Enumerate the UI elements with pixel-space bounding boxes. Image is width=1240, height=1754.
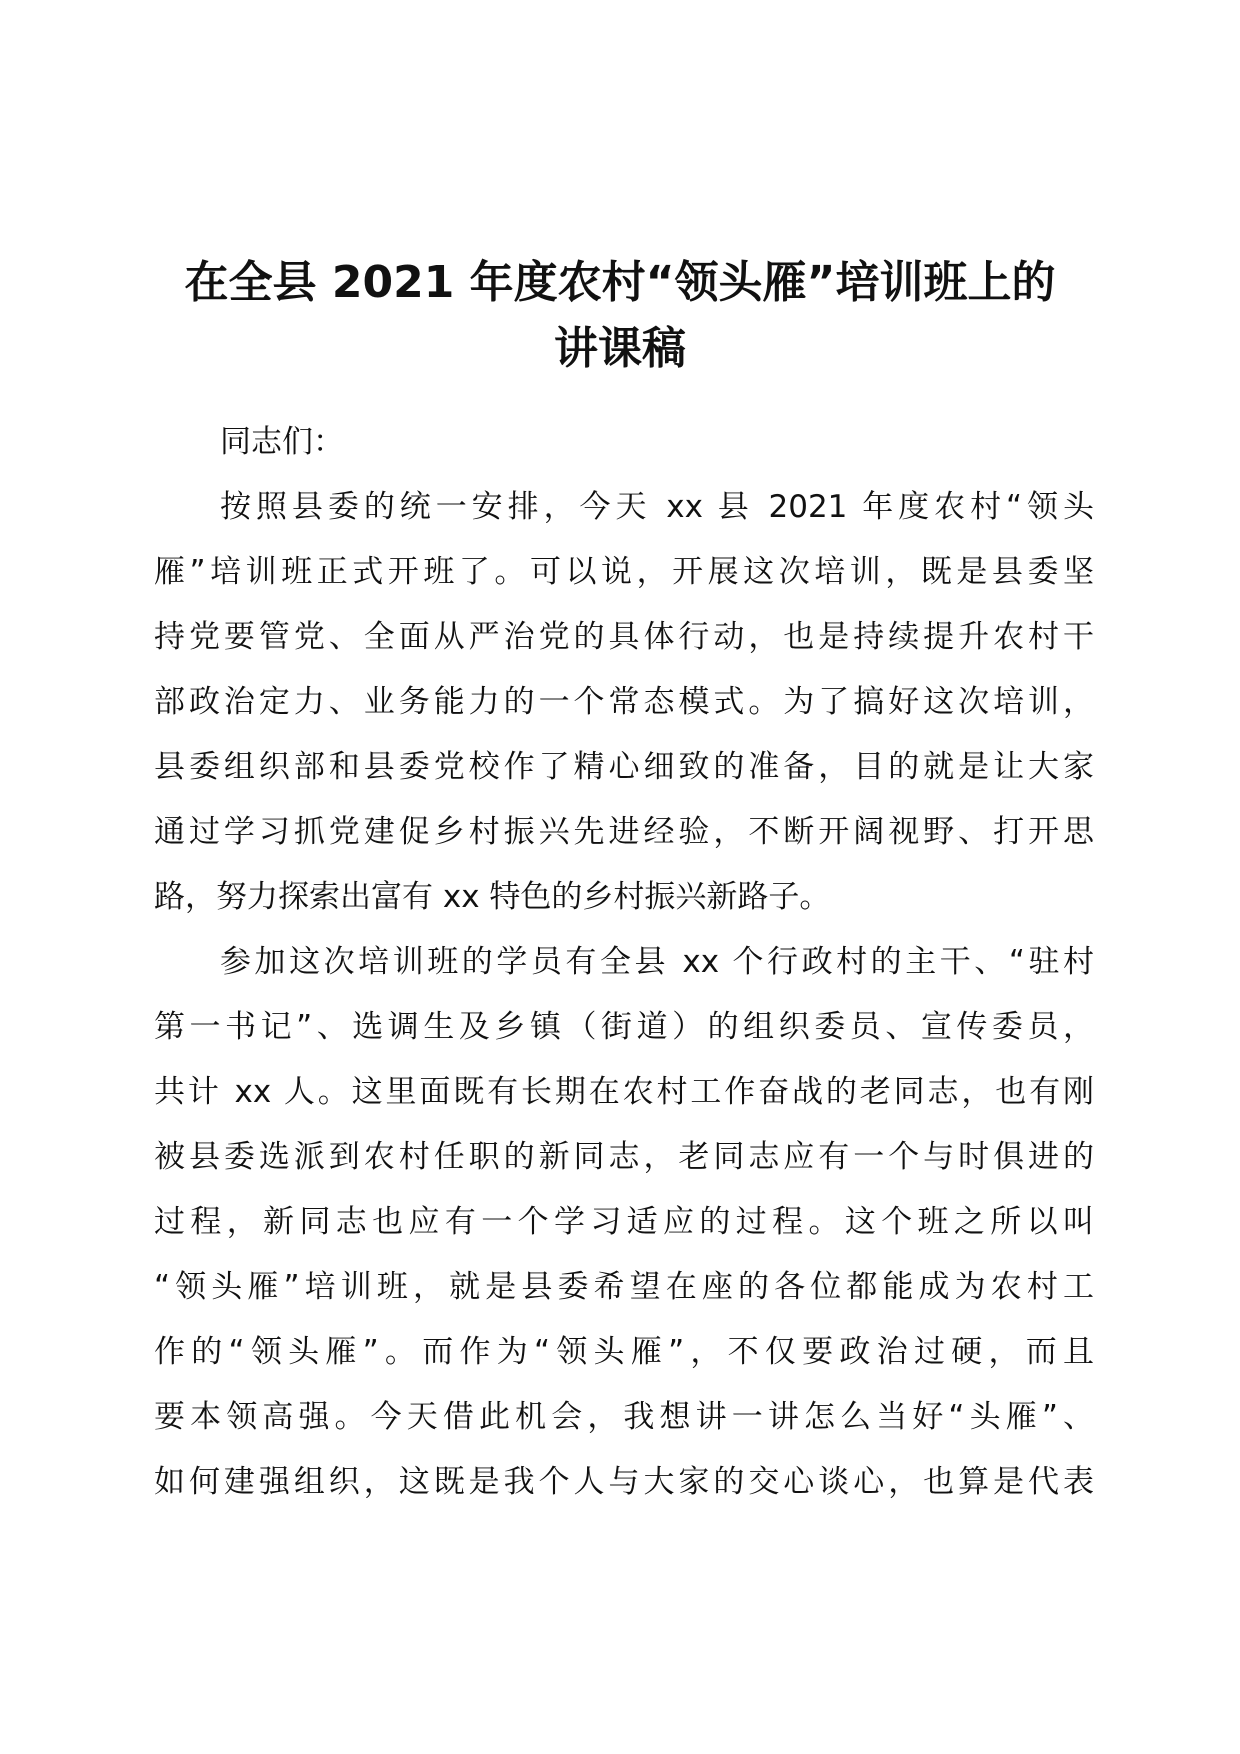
paragraph-line: 作的“领头雁”。而作为“领头雁”，不仅要政治过硬，而且 [154,1334,1094,1370]
paragraph-line: 要本领高强。今天借此机会，我想讲一讲怎么当好“头雁”、 [154,1399,1094,1435]
paragraph-line: 过程，新同志也应有一个学习适应的过程。这个班之所以叫 [154,1204,1094,1240]
title-line: 讲课稿 [554,323,686,374]
paragraph-line: 部政治定力、业务能力的一个常态模式。为了搞好这次培训， [154,684,1094,720]
paragraph-line: 通过学习抓党建促乡村振兴先进经验，不断开阔视野、打开思 [154,814,1094,850]
paragraph-line: 第一书记”、选调生及乡镇（街道）的组织委员、宣传委员， [154,1009,1094,1045]
paragraph-1 [154,475,1094,930]
paragraph-line: “领头雁”培训班，就是县委希望在座的各位都能成为农村工 [154,1269,1094,1305]
paragraph-line: 雁”培训班正式开班了。可以说，开展这次培训，既是县委坚 [154,554,1094,590]
paragraph-line: 路，努力探索出富有 xx 特色的乡村振兴新路子。 [154,879,831,915]
paragraph-2 [154,930,1094,1515]
paragraph-line: 共计 xx 人。这里面既有长期在农村工作奋战的老同志，也有刚 [154,1074,1094,1110]
paragraph-line: 如何建强组织，这既是我个人与大家的交心谈心，也算是代表 [154,1464,1094,1500]
paragraph-line: 县委组织部和县委党校作了精心细致的准备，目的就是让大家 [154,749,1094,785]
document-title [150,250,1090,382]
paragraph-line: 按照县委的统一安排，今天 xx 县 2021 年度农村“领头 [220,489,1094,525]
paragraph-line: 持党要管党、全面从严治党的具体行动，也是持续提升农村干 [154,619,1094,655]
salutation: 同志们： [220,424,344,460]
document-body [154,410,1094,1515]
paragraph-line: 被县委选派到农村任职的新同志，老同志应有一个与时俱进的 [154,1139,1094,1175]
paragraph-line: 参加这次培训班的学员有全县 xx 个行政村的主干、“驻村 [220,944,1094,980]
title-line: 在全县 2021 年度农村“领头雁”培训班上的 [184,257,1056,308]
